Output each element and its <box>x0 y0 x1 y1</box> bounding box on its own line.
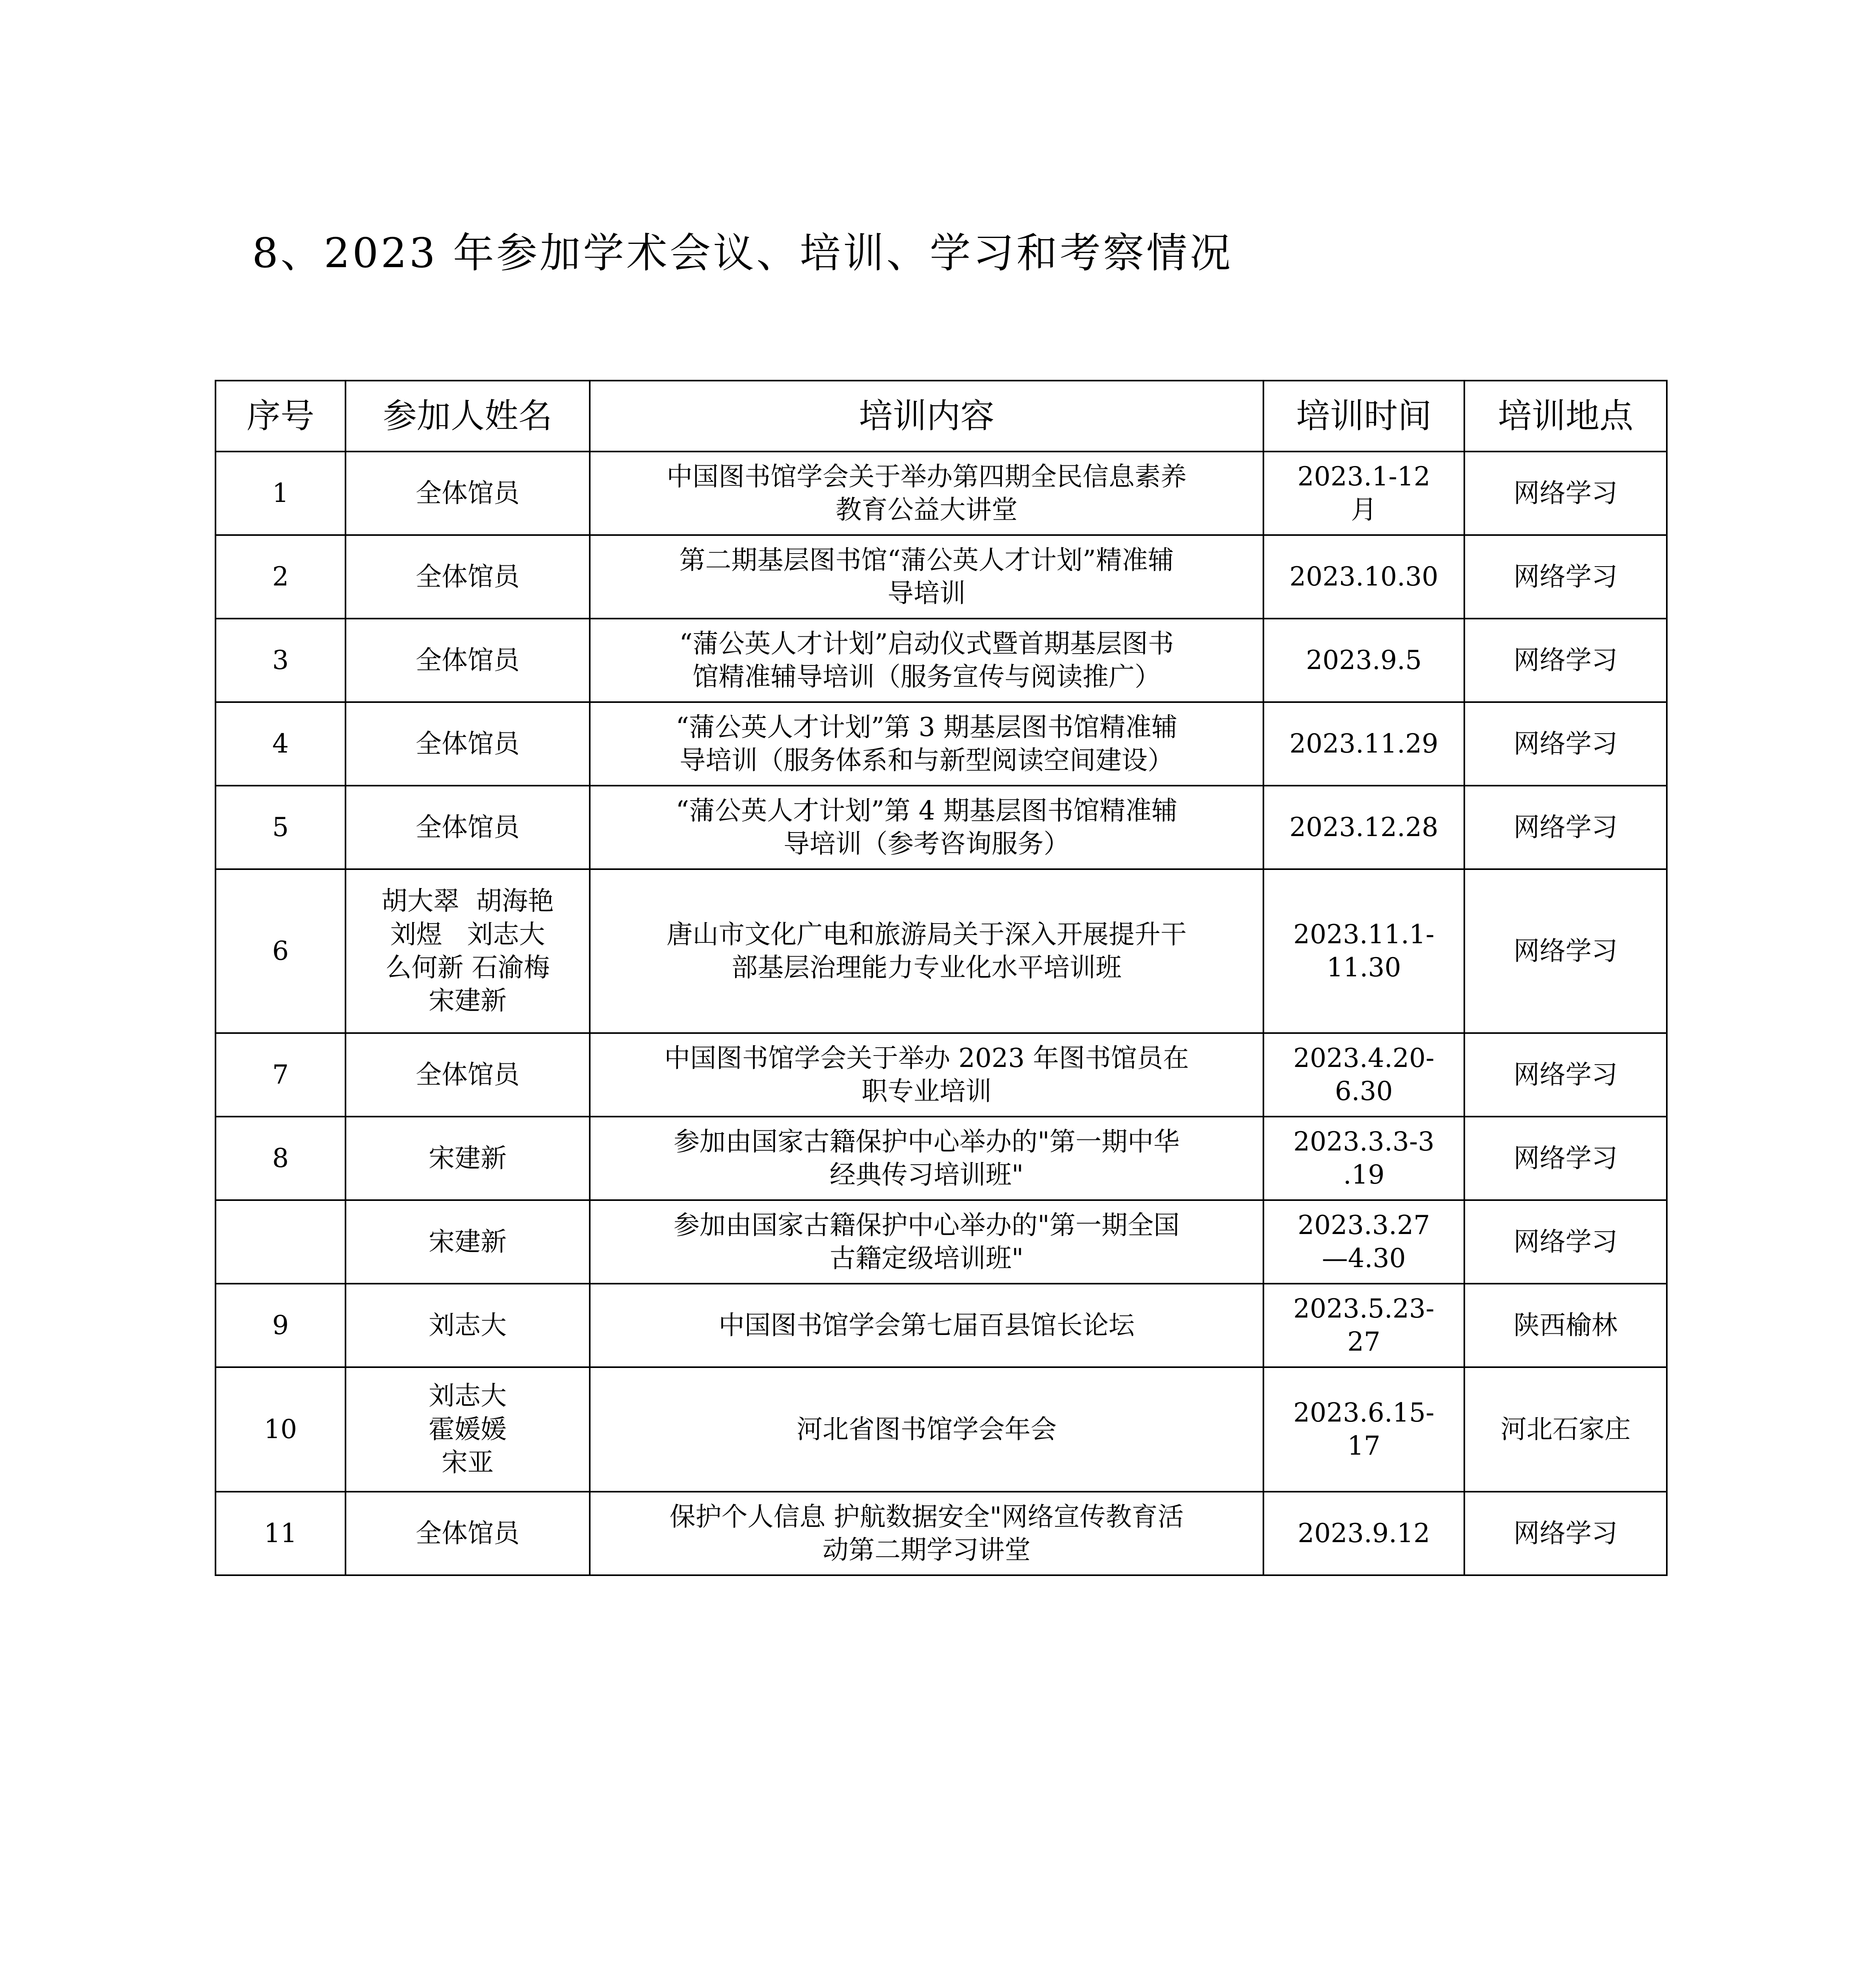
time-line: 2023.9.12 <box>1298 1518 1430 1548</box>
header-place: 培训地点 <box>1464 381 1667 452</box>
content-line: 保护个人信息 护航数据安全"网络宣传教育活 <box>669 1501 1184 1532</box>
table-row <box>215 1492 1667 1575</box>
cell-name <box>345 1117 590 1200</box>
table-row <box>215 1033 1667 1117</box>
table-row <box>215 702 1667 786</box>
name-line: 胡大翠 胡海艳 <box>381 886 554 916</box>
time-line: 2023.11.29 <box>1289 728 1438 759</box>
content-line: 导培训（服务体系和与新型阅读空间建设） <box>680 745 1174 775</box>
cell-name <box>345 1284 590 1367</box>
cell-content <box>590 869 1263 1033</box>
cell-content <box>590 619 1263 702</box>
name-line: 刘志大 <box>429 1381 507 1411</box>
name-line: 宋建新 <box>429 985 507 1016</box>
cell-time <box>1263 1367 1464 1492</box>
cell-time <box>1263 1284 1464 1367</box>
time-line: .19 <box>1343 1160 1385 1190</box>
header-name: 参加人姓名 <box>345 381 590 452</box>
table-header-row <box>215 381 1667 452</box>
cell-no: 9 <box>215 1284 345 1367</box>
content-line: 中国图书馆学会关于举办 2023 年图书馆员在 <box>664 1043 1189 1073</box>
content-line: 部基层治理能力专业化水平培训班 <box>732 952 1122 983</box>
name-line: 全体馆员 <box>416 478 520 508</box>
table-row <box>215 535 1667 619</box>
cell-name <box>345 869 590 1033</box>
content-line: “蒲公英人才计划”第 3 期基层图书馆精准辅 <box>676 712 1178 742</box>
cell-name <box>345 1033 590 1117</box>
time-line: 2023.12.28 <box>1289 812 1438 842</box>
table-row <box>215 1284 1667 1367</box>
time-line: 2023.11.1- <box>1293 919 1435 950</box>
cell-place: 网络学习 <box>1464 1492 1667 1575</box>
cell-time <box>1263 1033 1464 1117</box>
name-line: 全体馆员 <box>416 812 520 842</box>
table-row <box>215 786 1667 869</box>
time-line: 2023.10.30 <box>1289 561 1438 592</box>
cell-place: 网络学习 <box>1464 702 1667 786</box>
cell-place: 网络学习 <box>1464 535 1667 619</box>
cell-place: 网络学习 <box>1464 1033 1667 1117</box>
cell-content <box>590 786 1263 869</box>
cell-name <box>345 786 590 869</box>
cell-name <box>345 1367 590 1492</box>
content-line: “蒲公英人才计划”启动仪式暨首期基层图书 <box>679 628 1174 659</box>
name-line: 宋建新 <box>429 1143 507 1173</box>
cell-content <box>590 1492 1263 1575</box>
cell-content <box>590 702 1263 786</box>
content-line: “蒲公英人才计划”第 4 期基层图书馆精准辅 <box>676 795 1178 826</box>
cell-place: 河北石家庄 <box>1464 1367 1667 1492</box>
cell-no: 1 <box>215 452 345 535</box>
content-line: 中国图书馆学会第七届百县馆长论坛 <box>719 1310 1135 1340</box>
cell-time <box>1263 452 1464 535</box>
name-line: 全体馆员 <box>416 728 520 759</box>
time-line: 17 <box>1347 1431 1380 1461</box>
content-line: 第二期基层图书馆“蒲公英人才计划”精准辅 <box>679 545 1174 575</box>
cell-place: 陕西榆林 <box>1464 1284 1667 1367</box>
cell-no: 7 <box>215 1033 345 1117</box>
content-line: 教育公益大讲堂 <box>836 494 1018 525</box>
content-line: 唐山市文化广电和旅游局关于深入开展提升干 <box>667 919 1187 950</box>
time-line: 2023.6.15- <box>1293 1397 1435 1428</box>
cell-name <box>345 702 590 786</box>
table-row <box>215 869 1667 1033</box>
cell-name <box>345 619 590 702</box>
cell-no: 3 <box>215 619 345 702</box>
name-line: 么何新 石渝梅 <box>385 952 550 983</box>
name-line: 全体馆员 <box>416 645 520 675</box>
name-line: 全体馆员 <box>416 561 520 592</box>
cell-time <box>1263 1492 1464 1575</box>
content-line: 参加由国家古籍保护中心举办的"第一期全国 <box>673 1210 1180 1240</box>
cell-content <box>590 452 1263 535</box>
cell-content <box>590 535 1263 619</box>
content-line: 导培训（参考咨询服务） <box>784 829 1070 859</box>
section-heading: 8、2023 年参加学术会议、培训、学习和考察情况 <box>252 229 1233 277</box>
table-row <box>215 1117 1667 1200</box>
table-row <box>215 619 1667 702</box>
cell-content <box>590 1284 1263 1367</box>
cell-content <box>590 1200 1263 1284</box>
cell-time <box>1263 869 1464 1033</box>
content-line: 河北省图书馆学会年会 <box>797 1414 1057 1444</box>
cell-place: 网络学习 <box>1464 619 1667 702</box>
cell-place: 网络学习 <box>1464 1117 1667 1200</box>
name-line: 刘煜 刘志大 <box>390 919 545 950</box>
content-line: 中国图书馆学会关于举办第四期全民信息素养 <box>667 461 1187 492</box>
content-line: 参加由国家古籍保护中心举办的"第一期中华 <box>673 1126 1180 1157</box>
time-line: 2023.5.23- <box>1293 1293 1435 1324</box>
name-line: 全体馆员 <box>416 1518 520 1548</box>
cell-no: 11 <box>215 1492 345 1575</box>
name-line: 全体馆员 <box>416 1059 520 1090</box>
time-line: 2023.1-12 <box>1297 461 1430 492</box>
cell-time <box>1263 619 1464 702</box>
cell-no: 8 <box>215 1117 345 1200</box>
cell-place: 网络学习 <box>1464 869 1667 1033</box>
time-line: 2023.9.5 <box>1306 645 1422 675</box>
content-line: 职专业培训 <box>862 1076 992 1106</box>
content-line: 动第二期学习讲堂 <box>823 1535 1031 1565</box>
cell-no: 4 <box>215 702 345 786</box>
cell-no <box>215 1200 345 1284</box>
name-line: 宋亚 <box>442 1447 494 1478</box>
name-line: 宋建新 <box>429 1226 507 1257</box>
cell-place: 网络学习 <box>1464 786 1667 869</box>
cell-no: 10 <box>215 1367 345 1492</box>
content-line: 导培训 <box>888 578 966 608</box>
cell-name <box>345 535 590 619</box>
content-line: 古籍定级培训班" <box>829 1243 1024 1273</box>
header-time: 培训时间 <box>1263 381 1464 452</box>
cell-content <box>590 1117 1263 1200</box>
time-line: 2023.3.3-3 <box>1293 1126 1435 1157</box>
cell-place: 网络学习 <box>1464 1200 1667 1284</box>
content-line: 经典传习培训班" <box>829 1160 1024 1190</box>
table-row <box>215 1200 1667 1284</box>
cell-place: 网络学习 <box>1464 452 1667 535</box>
cell-content <box>590 1033 1263 1117</box>
cell-time <box>1263 702 1464 786</box>
header-no: 序号 <box>215 381 345 452</box>
time-line: 6.30 <box>1335 1076 1393 1106</box>
table-row <box>215 1367 1667 1492</box>
time-line: 2023.4.20- <box>1293 1043 1435 1073</box>
name-line: 刘志大 <box>429 1310 507 1340</box>
header-content: 培训内容 <box>590 381 1263 452</box>
time-line: 月 <box>1351 494 1377 525</box>
name-line: 霍媛媛 <box>429 1414 507 1444</box>
cell-time <box>1263 786 1464 869</box>
cell-name <box>345 1492 590 1575</box>
time-line: 11.30 <box>1326 952 1401 983</box>
cell-name <box>345 452 590 535</box>
table-row <box>215 452 1667 535</box>
cell-time <box>1263 1117 1464 1200</box>
cell-no: 6 <box>215 869 345 1033</box>
training-table <box>215 380 1668 1576</box>
cell-time <box>1263 535 1464 619</box>
cell-content <box>590 1367 1263 1492</box>
time-line: —4.30 <box>1322 1243 1406 1273</box>
cell-time <box>1263 1200 1464 1284</box>
time-line: 2023.3.27 <box>1298 1210 1430 1240</box>
content-line: 馆精准辅导培训（服务宣传与阅读推广） <box>693 662 1161 692</box>
cell-no: 5 <box>215 786 345 869</box>
cell-no: 2 <box>215 535 345 619</box>
time-line: 27 <box>1347 1327 1380 1357</box>
cell-name <box>345 1200 590 1284</box>
